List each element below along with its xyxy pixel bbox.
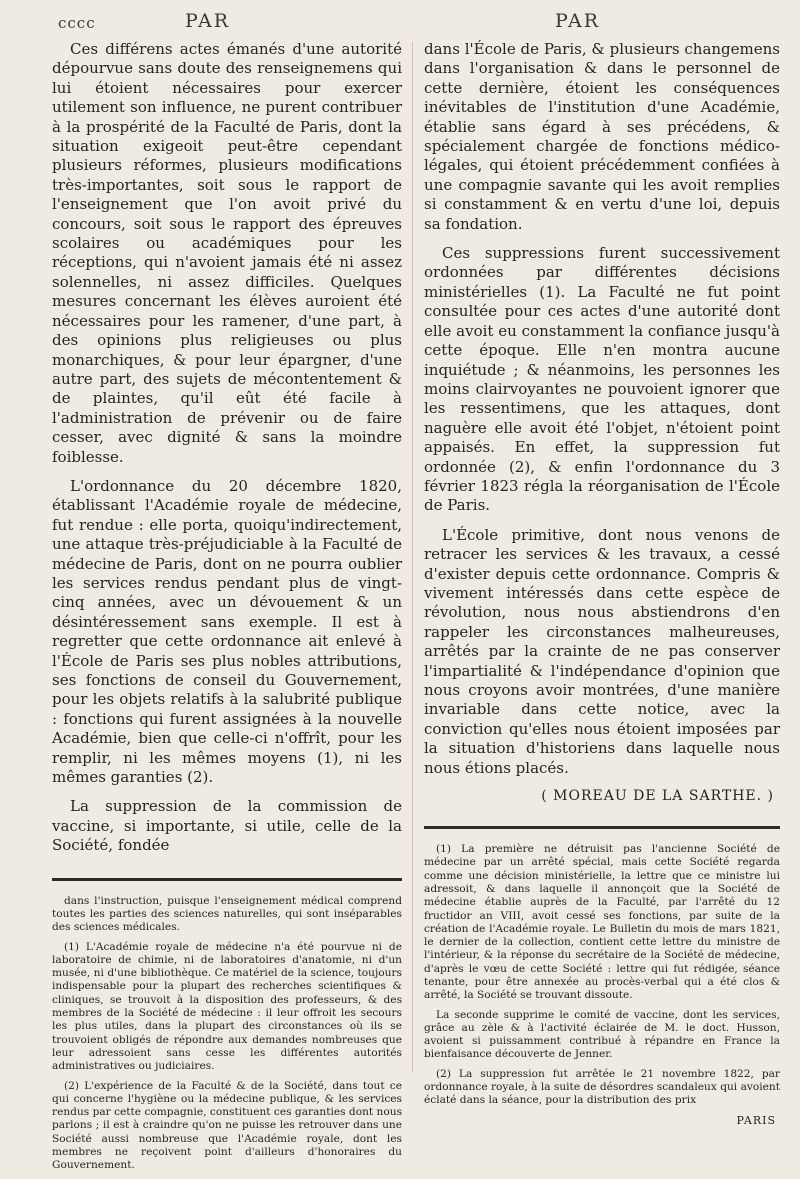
page-number: cccc (58, 14, 96, 32)
footnote: La seconde supprime le comité de vaccine, dont les services, grâce au zèle & à l'activité éclairée de M. le doct. Husson, avoient si puissamment contribué à répandre en France la bienfaisance découverte de Jenner. (424, 1008, 780, 1061)
body-paragraph: L'École primitive, dont nous venons de retracer les services & les travaux, a cessé d'exister depuis cette ordonnance. Compris & vivement intéressés dans cette espèce de révolution, nous nous abstiendrons d'en rappeler les circonstances malheureuses, arrêtés par la crainte de ne pas conserver l'impartialité & l'indépendance d'opinion que nous croyons avoir montrées, d'une manière invariable dans cette notice, avec la conviction qu'elles nous étoient imposées par la situation d'historiens dans laquelle nous nous étions placés. (424, 525, 780, 777)
footnote: (1) La première ne détruisit pas l'ancienne Société de médecine par un arrêté spécial, mais cette Société regarda comme une décision ministérielle, la lettre que ce ministre lui adressoit, & dans laquelle il annonçoit que la Société de médecine établie auprès de la Faculté, par l'arrêté du 12 fructidor an VIII, avoit cessé ses fonctions, par suite de la création de l'Académie royale. Le Bulletin du mois de mars 1821, le dernier de la collection, contient cette lettre du ministre de l'intérieur, & la réponse du secrétaire de la Société de médecine, d'après le vœu de cette Société : lettre qui fut rédigée, séance tenante, pour être annexée au procès-verbal qui a été clos & arrêté, la Société se trouvant dissoute. (424, 843, 780, 1002)
footnote-rule (52, 878, 402, 881)
author-signature: ( MOREAU DE LA SARTHE. ) (541, 788, 774, 805)
footnote: (2) La suppression fut arrêtée le 21 novembre 1822, par ordonnance royale, à la suite de désordres scandaleux qui avoient éclaté dans la séance, pour la distribution des prix (424, 1067, 780, 1107)
footnote-rule (424, 826, 780, 829)
page-header (0, 10, 800, 40)
right-running-head: PAR (555, 10, 601, 32)
footnote: (1) L'Académie royale de médecine n'a été pourvue ni de laboratoire de chimie, ni de laboratoires d'anatomie, ni d'un musée, ni d'une bibliothèque. Ce matériel de la science, toujours indispensable pour la plupart des recherches scientifiques & cliniques, se trouvoit à la disposition des professeurs, & des membres de la Société de médecine : il leur offroit les secours les plus utiles, dans la plupart des circonstances où ils se trouvoient obligés de répondre aux demandes nombreuses que leur adressoient sans cesse les différentes autorités administratives ou judiciaires. (52, 940, 402, 1073)
column-divider (412, 42, 413, 1072)
footnote: (2) L'expérience de la Faculté & de la Société, dans tout ce qui concerne l'hygiène ou la médecine publique, & les services rendus par cette compagnie, constituent ces garanties dont nous parlons ; il est à craindre qu'on ne puisse les retrouver dans une Société aussi nombreuse que l'Académie royale, dont les membres ne reçoivent point d'ailleurs d'honoraires du Gouvernement. (52, 1079, 403, 1172)
catchword: PARIS (736, 1113, 776, 1127)
body-paragraph: Ces suppressions furent successivement ordonnées par différentes décisions ministérielles (1). La Faculté ne fut point consultée pour ces actes d'une autorité dont elle avoit eu constamment la confiance jusqu'à cette époque. Elle n'en montra aucune inquiétude ; & néanmoins, les personnes les moins clairvoyantes ne pouvoient ignorer que les ressentimens, que les attaques, dont naguère elle avoit été l'objet, n'étoient point appaisés. En effet, la suppression fut ordonnée (2), & enfin l'ordonnance du 3 février 1823 régla la réorganisation de l'École de Paris. (424, 244, 780, 515)
right-column (424, 40, 780, 1127)
body-paragraph: L'ordonnance du 20 décembre 1820, établissant l'Académie royale de médecine, fut rendue : elle porta, quoiqu'indirectement, une attaque très-préjudiciable à la Faculté de médecine de Paris, dont on ne pourra oublier les services rendus pendant plus de vingt-cinq années, avec un dévouement & un désintéressement sans exemple. Il est à regretter que cette ordonnance ait enlevé à l'École de Paris ses plus nobles attributions, ses fonctions de conseil du Gouvernement, pour les objets relatifs à la salubrité publique : fonctions qui furent assignées à la nouvelle Académie, bien que celle-ci n'offrît, pour les remplir, ni les mêmes moyens (1), ni les mêmes garanties (2). (52, 476, 402, 787)
left-column (52, 40, 402, 1179)
body-paragraph: dans l'École de Paris, & plusieurs changemens dans l'organisation & dans le personnel de cette dernière, étoient les conséquences inévitables de l'institution d'une Académie, établie sans égard à ses précédens, & spécialement chargée de fonctions médico-légales, qui étoient précédemment confiées à une compagnie savante qui les avoit remplies si constamment & en vertu d'une loi, depuis sa fondation. (424, 40, 780, 233)
left-running-head: PAR (185, 10, 231, 32)
body-paragraph: Ces différens actes émanés d'une autorité dépourvue sans doute des renseignemens qui lui étoient nécessaires pour exercer utilement son influence, ne purent contribuer à la prospérité de la Faculté de Paris, dont la situation exigeoit peut-être cependant plusieurs réformes, plusieurs modifications très-importantes, soit sous le rapport de l'enseignement que l'on avoit privé du concours, soit sous le rapport des épreuves scolaires ou académiques pour les réceptions, qui n'avoient jamais été ni assez solennelles, ni assez difficiles. Quelques mesures concernant les élèves auroient été nécessaires pour les ramener, d'une part, à des opinions plus religieuses ou plus monarchiques, & pour leur épargner, d'une autre part, des sujets de mécontentement & de plaintes, qu'il eût été facile à l'administration de prévenir ou de faire cesser, avec dignité & sans la moindre foiblesse. (52, 40, 402, 466)
body-paragraph: La suppression de la commission de vaccine, si importante, si utile, celle de la Société, fondée (52, 797, 402, 855)
footnote: dans l'instruction, puisque l'enseignement médical comprend toutes les parties des sciences naturelles, qui sont inséparables des sciences médicales. (52, 894, 402, 934)
